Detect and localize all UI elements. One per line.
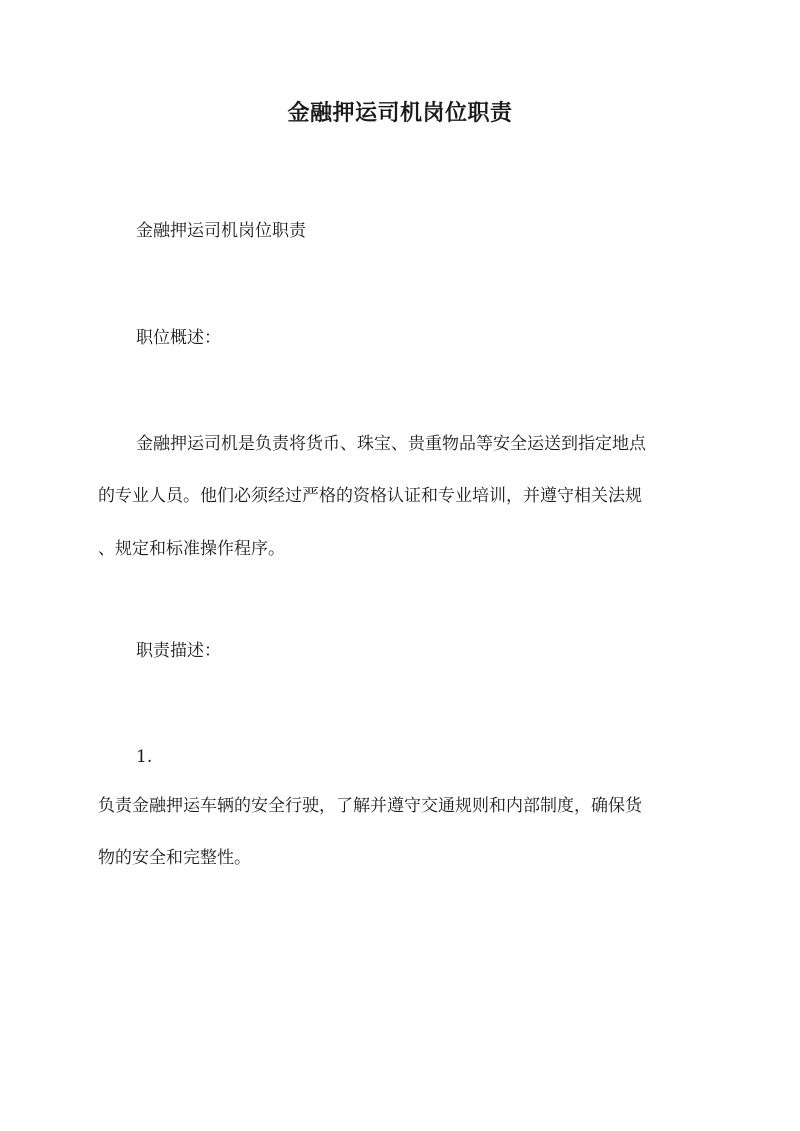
subtitle: 金融押运司机岗位职责 bbox=[136, 221, 306, 241]
duty-1-number: 1. bbox=[136, 747, 153, 767]
duties-heading: 职责描述： bbox=[136, 641, 221, 661]
duty-1-line-1: 负责金融押运车辆的安全行驶，了解并遵守交通规则和内部制度，确保货 bbox=[98, 796, 642, 816]
overview-heading: 职位概述： bbox=[136, 328, 221, 348]
overview-line-3: 、规定和标准操作程序。 bbox=[98, 539, 285, 559]
document-title: 金融押运司机岗位职责 bbox=[287, 100, 513, 126]
overview-line-1: 金融押运司机是负责将货币、珠宝、贵重物品等安全运送到指定地点 bbox=[136, 434, 646, 454]
duty-1-line-2: 物的安全和完整性。 bbox=[98, 848, 251, 868]
overview-line-2: 的专业人员。他们必须经过严格的资格认证和专业培训，并遵守相关法规 bbox=[98, 486, 642, 506]
